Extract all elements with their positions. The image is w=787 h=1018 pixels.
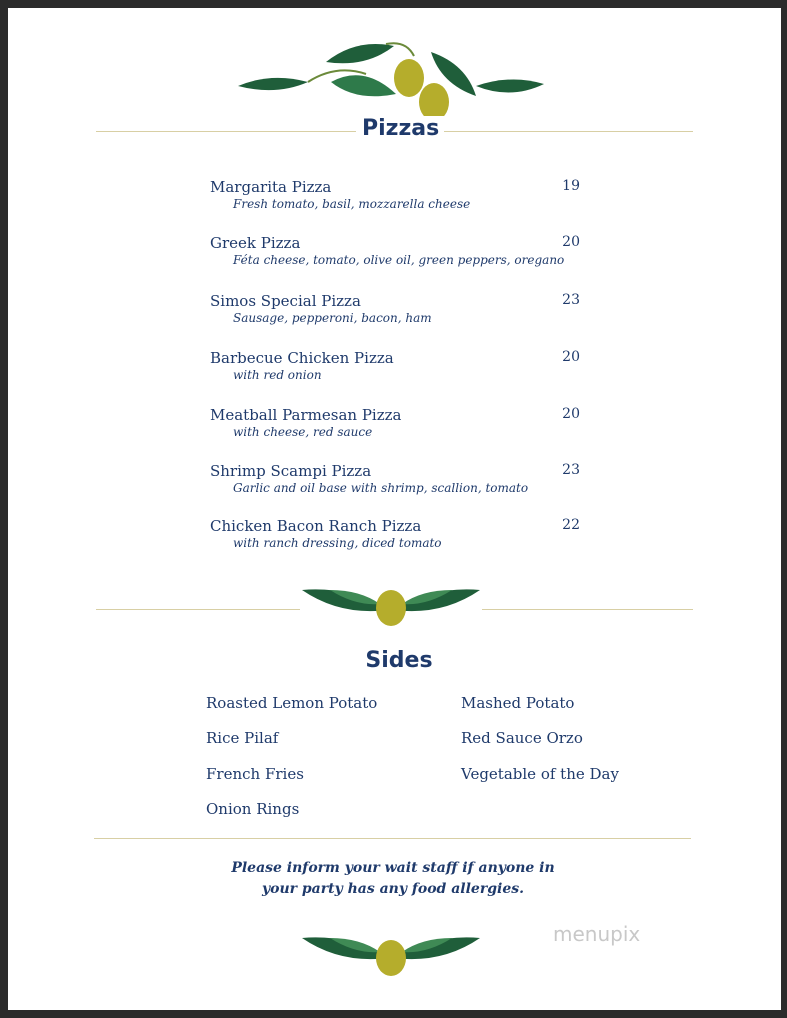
menu-item — [210, 406, 590, 440]
item-description: with red onion — [233, 368, 322, 382]
item-price: 23 — [562, 292, 580, 308]
item-price: 20 — [562, 406, 580, 422]
item-name: Margarita Pizza — [210, 178, 332, 196]
watermark: menupix — [553, 922, 641, 946]
side-item: Onion Rings — [206, 800, 300, 818]
item-description: Garlic and oil base with shrimp, scallion, tomato — [233, 481, 529, 495]
menu-item — [210, 517, 590, 551]
item-price: 20 — [562, 349, 580, 365]
item-description: with cheese, red sauce — [233, 425, 373, 439]
menu-page — [8, 8, 781, 1010]
side-item: Vegetable of the Day — [461, 765, 619, 783]
item-description: with ranch dressing, diced tomato — [233, 536, 442, 550]
item-description: Sausage, pepperoni, bacon, ham — [233, 311, 432, 325]
side-item: Roasted Lemon Potato — [206, 694, 378, 712]
allergy-note-line-2: your party has any food allergies. — [261, 881, 524, 897]
item-price: 23 — [562, 462, 580, 478]
item-price: 22 — [562, 517, 580, 533]
side-item: Mashed Potato — [461, 694, 575, 712]
item-price: 20 — [562, 234, 580, 250]
item-name: Greek Pizza — [210, 234, 301, 252]
pizzas-title: Pizzas — [356, 116, 444, 141]
olive-leaves-icon — [300, 930, 482, 980]
item-price: 19 — [562, 178, 580, 194]
olive-branch-icon — [236, 34, 546, 119]
allergy-note-line-1: Please inform your wait staff if anyone in — [231, 860, 555, 876]
menu-item — [210, 292, 590, 326]
menu-item — [210, 349, 590, 383]
side-item: Rice Pilaf — [206, 729, 279, 747]
menu-item — [210, 178, 590, 212]
item-description: Féta cheese, tomato, olive oil, green peppers, oregano — [233, 253, 565, 267]
item-description: Fresh tomato, basil, mozzarella cheese — [233, 197, 471, 211]
pizzas-rule-left — [96, 131, 356, 132]
side-item: French Fries — [206, 765, 304, 783]
menu-item — [210, 234, 590, 268]
item-name: Shrimp Scampi Pizza — [210, 462, 372, 480]
sides-bottom-rule — [94, 838, 691, 839]
item-name: Barbecue Chicken Pizza — [210, 349, 394, 367]
pizzas-rule-right — [433, 131, 693, 132]
item-name: Simos Special Pizza — [210, 292, 361, 310]
item-name: Chicken Bacon Ranch Pizza — [210, 517, 422, 535]
allergy-note — [158, 858, 628, 900]
side-item: Red Sauce Orzo — [461, 729, 583, 747]
sides-title: Sides — [348, 648, 450, 673]
item-name: Meatball Parmesan Pizza — [210, 406, 402, 424]
menu-item — [210, 462, 590, 496]
olive-leaves-icon — [300, 582, 482, 628]
